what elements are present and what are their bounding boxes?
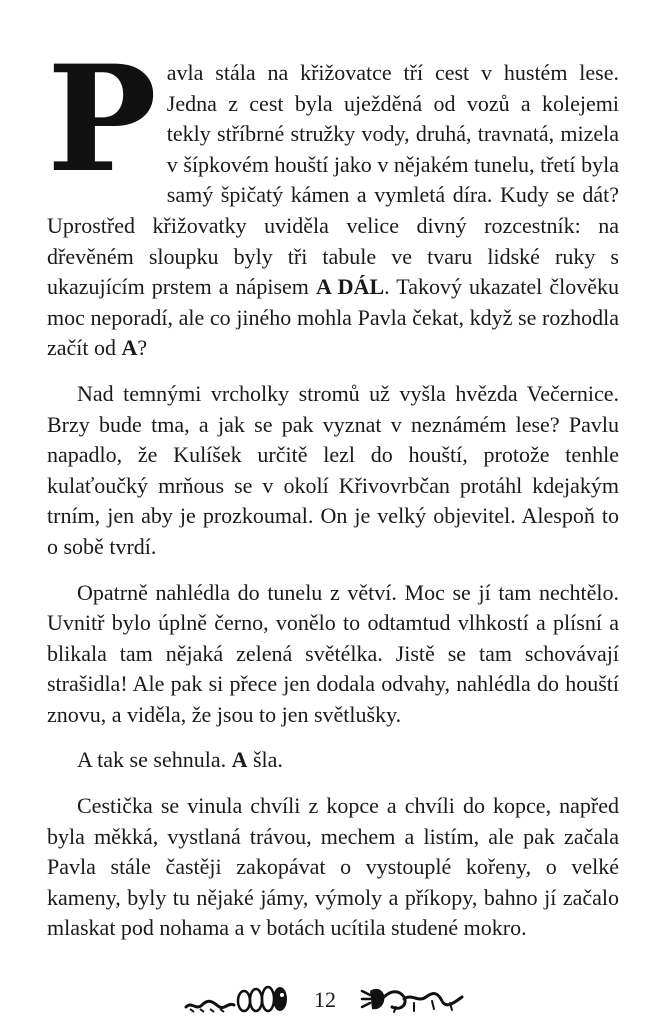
drop-cap: P (47, 34, 155, 205)
caterpillar-doodle-icon (182, 985, 294, 1015)
beetle-doodle-icon (356, 985, 468, 1015)
paragraph-5: Cestička se vinula chvíli z kopce a chvíli do kopce, napřed byla měkká, vystlaná trávou, mechem a listím, ale pak začala Pavla stále častěji zakopávat o vystouplé kořeny, o velké kameny, byly tu nějaké jámy, výmoly a příkopy, bahno jí začalo mlaskat pod nohama a v botách ucítila studené mokro. (47, 793, 619, 941)
paragraph-2: Nad temnými vrcholky stromů už vyšla hvězda Večernice. Brzy bude tma, a jak se pak vyznat v neznámém lese? Pavlu napadlo, že Kulíšek určitě lezl do houští, protože tenhle kulaťoučký mrňous se v okolí Křivovrbčan protáhl kdejakým trním, jen aby je prozkoumal. On je velký objevitel. Alespoň to o sobě tvrdí. (47, 380, 619, 559)
paragraph-4-text-a: A tak se sehnula. (77, 747, 232, 773)
paragraph-1-text-c: ? (137, 335, 148, 361)
paragraph-4-text-b: šla. (247, 747, 283, 773)
paragraph-1-text-a: avla stála na křižovatce tří cest v hustém lese. Jedna z cest byla uježděná od vozů a kolejemi tekly stříbrné stružky vody, druhá, travnatá, mizela v šípkovém houští jako v nějakém tunelu, třetí byla samý špičatý kámen a vymletá díra. Kudy se dát? Uprostřed křižovatky uviděla velice divný rozcestník: na dřevěném sloupku byly tři tabule ve tvaru lidské ruky s ukazujícím prstem a nápisem (47, 60, 619, 300)
paragraph-3: Opatrně nahlédla do tunelu z větví. Moc se jí tam nechtělo. Uvnitř bylo úplně černo, vonělo to odtamtud vlhkostí a plísní a blikala tam nějaká zelená světélka. Jistě se tam schovávají strašidla! Ale pak si přece jen dodala odvahy, nahlédla do houští znovu, a viděla, že jsou to jen světlušky. (47, 579, 619, 727)
paragraph-4-bold: A (231, 747, 248, 773)
page-number: 12 (314, 987, 336, 1012)
paragraph-4 (47, 745, 619, 776)
paragraph-1-bold-a: A DÁL (315, 274, 385, 300)
paragraph-1 (47, 34, 619, 364)
paragraph-1-bold-b: A (121, 335, 138, 361)
page-footer (0, 982, 650, 1018)
page-body (47, 34, 619, 959)
paragraph-1-text-b: . Takový ukazatel člověku moc neporadí, ale co jiného mohla Pavla čekat, když se rozhodla začít od (47, 274, 619, 361)
